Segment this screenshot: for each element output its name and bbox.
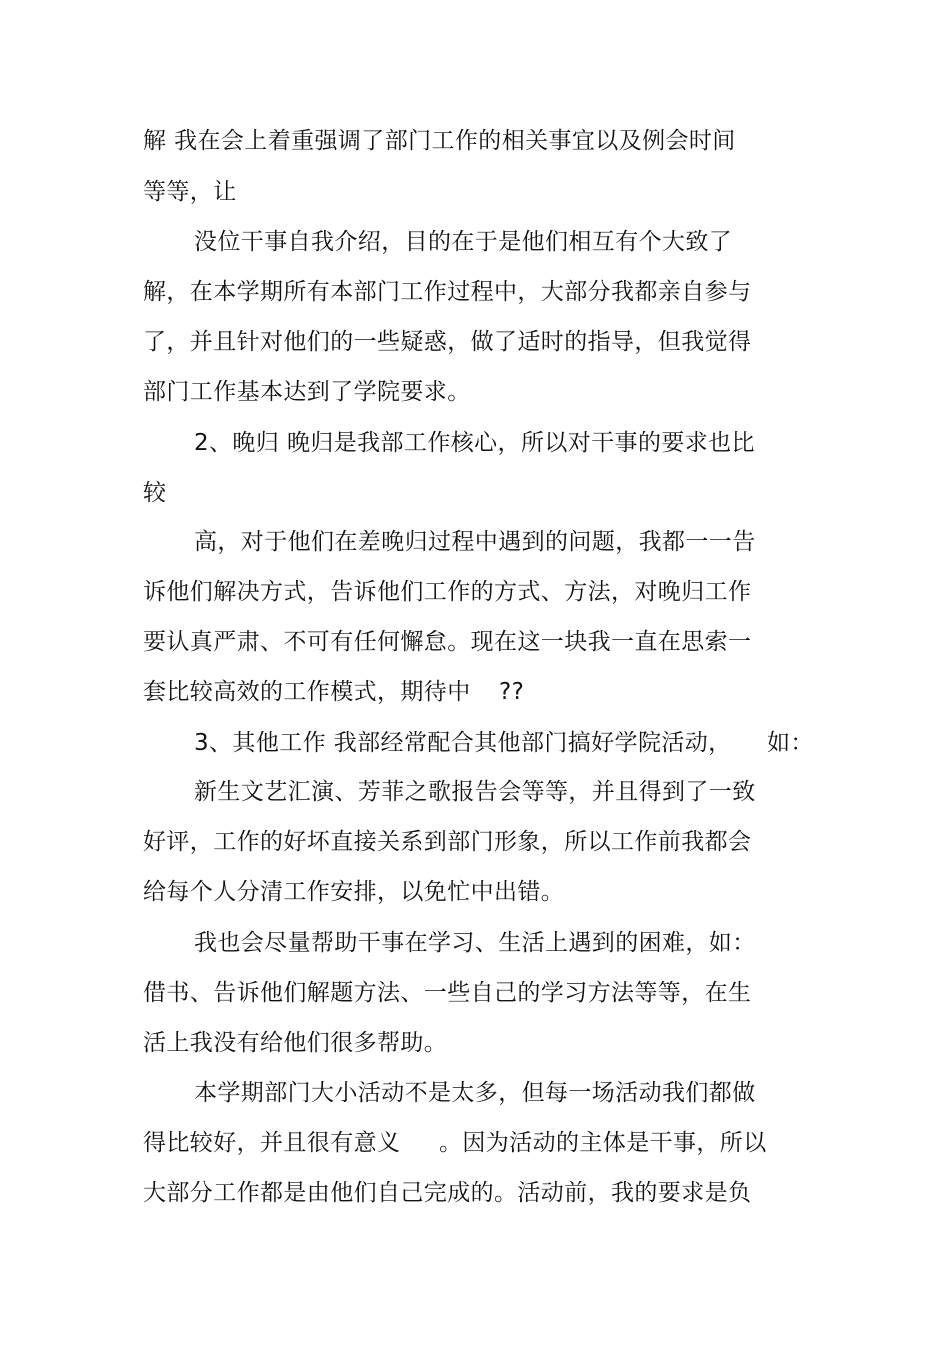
text-line: 借书、告诉他们解题方法、一些自己的学习方法等等，在生: [143, 980, 752, 1006]
text-segment: 得比较好，并且很有意义: [143, 1130, 401, 1156]
text-line: 本学期部门大小活动不是太多，但每一场活动我们都做: [194, 1080, 756, 1106]
text-segment: 套比较高效的工作模式，期待中: [143, 679, 471, 705]
text-line: 没位干事自我介绍，目的在于是他们相互有个大致了: [194, 229, 733, 255]
text-line: 大部分工作都是由他们自己完成的。活动前，我的要求是负: [143, 1180, 752, 1206]
text-line: 诉他们解决方式，告诉他们工作的方式、方法，对晚归工作: [143, 579, 752, 605]
text-line: 解，在本学期所有本部门工作过程中，大部分我都亲自参与: [143, 279, 752, 305]
text-line: 部门工作基本达到了学院要求。: [143, 379, 471, 405]
text-line: [194, 728, 814, 758]
text-line: 较: [143, 480, 167, 506]
text-line: [143, 677, 563, 707]
text-line: 等等，让: [143, 179, 237, 205]
text-line: 新生文艺汇演、芳菲之歌报告会等等，并且得到了一致: [194, 779, 756, 805]
text-line: 解 我在会上着重强调了部门工作的相关事宜以及例会时间: [143, 128, 736, 154]
text-segment: 。因为活动的主体是干事，所以: [439, 1130, 767, 1156]
text-line: 了，并且针对他们的一些疑惑，做了适时的指导，但我觉得: [143, 329, 752, 355]
text-line: 要认真严肃、不可有任何懈怠。现在这一块我一直在思索一: [143, 629, 752, 655]
text-line: 高，对于他们在差晚归过程中遇到的问题，我都一一告: [194, 529, 756, 555]
text-line: 2、晚归 晚归是我部工作核心，所以对干事的要求也比: [194, 430, 755, 456]
text-segment: 3、其他工作 我部经常配合其他部门搞好学院活动，: [194, 730, 732, 756]
text-line: [143, 1128, 783, 1158]
text-segment: 如：: [767, 730, 814, 756]
text-line: 好评，工作的好坏直接关系到部门形象，所以工作前我都会: [143, 829, 752, 855]
text-segment: ??: [499, 679, 525, 705]
text-line: 给每个人分清工作安排，以免忙中出错。: [143, 879, 565, 905]
text-line: 我也会尽量帮助干事在学习、生活上遇到的困难，如：: [194, 930, 756, 956]
text-line: 活上我没有给他们很多帮助。: [143, 1030, 448, 1056]
